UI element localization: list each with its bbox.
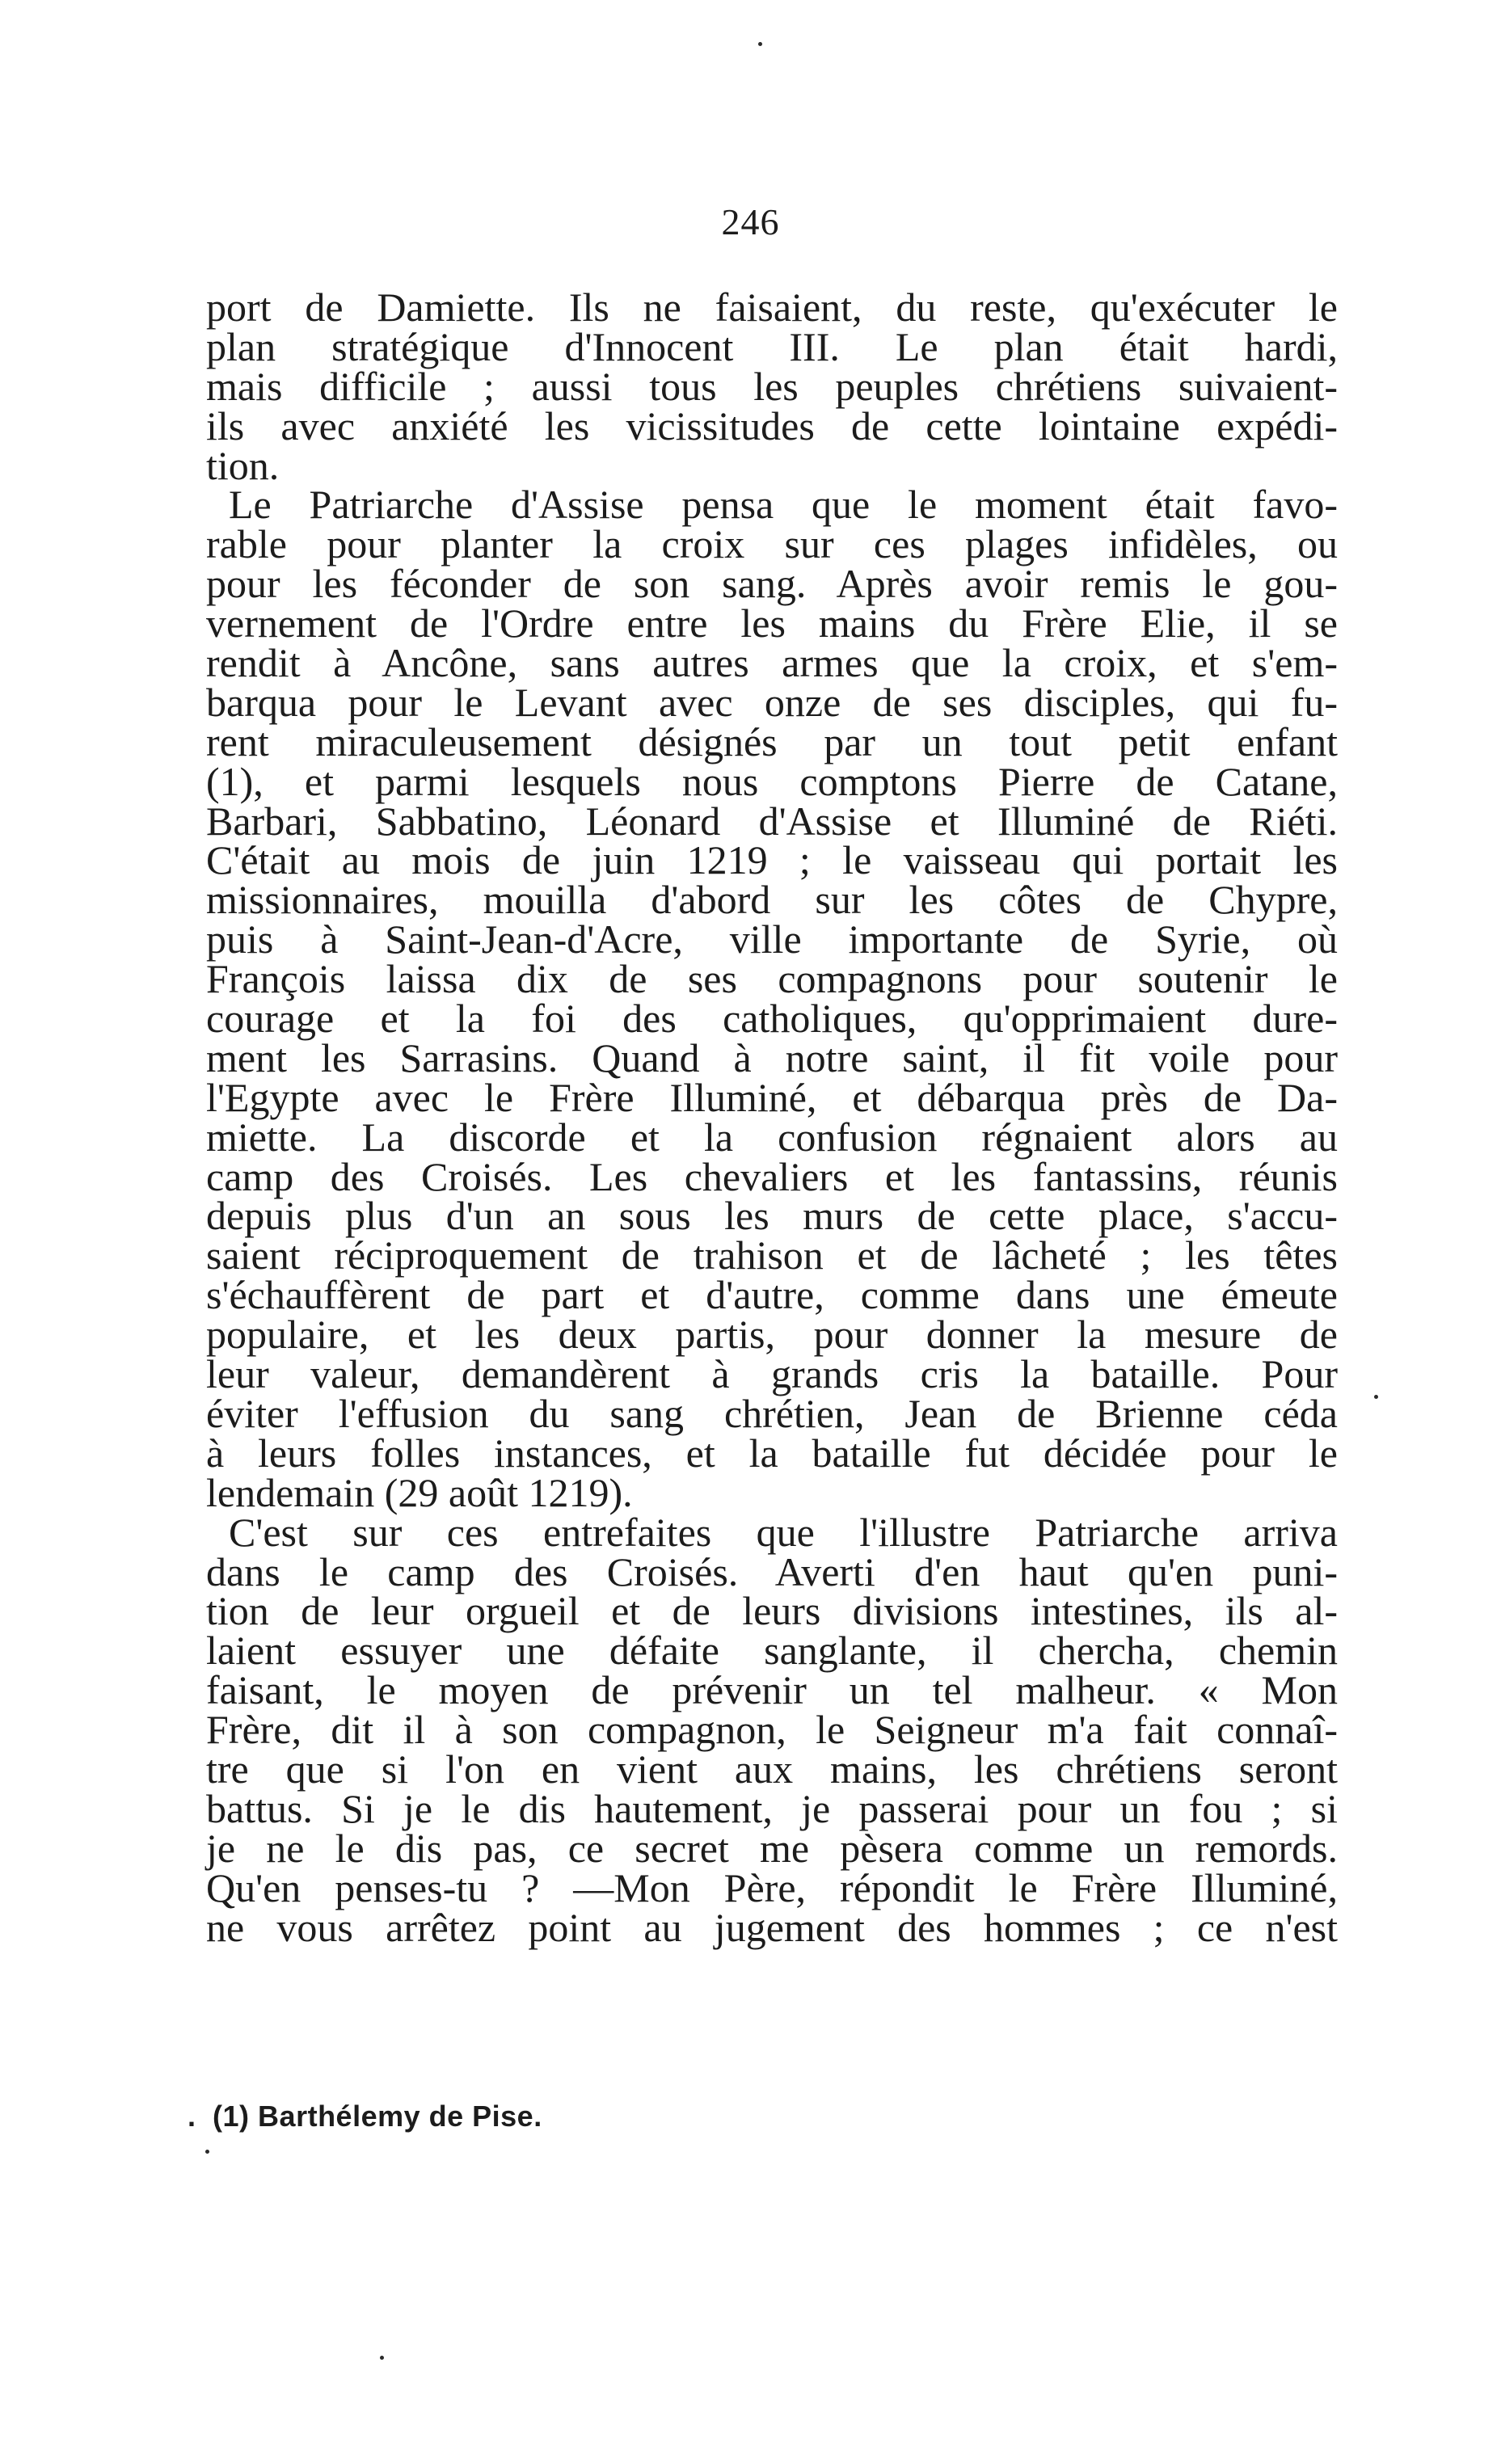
- text-line: leur valeur, demandèrent à grands cris la bataille. Pour: [206, 1351, 1338, 1397]
- text-line: tre que si l'on en vient aux mains, les chrétiens seront: [206, 1746, 1338, 1792]
- text-line: rendit à Ancône, sans autres armes que la croix, et s'em-: [206, 640, 1338, 686]
- footnote-marker: (1): [213, 2100, 250, 2133]
- text-line: depuis plus d'un an sous les murs de cette place, s'accu-: [206, 1193, 1338, 1239]
- text-line: éviter l'effusion du sang chrétien, Jean de Brienne céda: [206, 1390, 1338, 1436]
- text-line: dans le camp des Croisés. Averti d'en haut qu'en puni-: [206, 1548, 1338, 1594]
- text-line: tion.: [206, 442, 280, 488]
- text-line: ne vous arrêtez point au jugement des hommes ; ce n'est: [206, 1904, 1338, 1950]
- text-line: je ne le dis pas, ce secret me pèsera comme un remords.: [206, 1825, 1338, 1871]
- text-line: Qu'en penses-tu ? —Mon Père, répondit le Frère Illuminé,: [206, 1864, 1338, 1910]
- footnote-text: Barthélemy de Pise.: [258, 2100, 542, 2133]
- text-line: Frère, dit il à son compagnon, le Seigneur m'a fait connaî-: [206, 1707, 1338, 1753]
- ink-speck: [205, 2150, 209, 2154]
- text-line: camp des Croisés. Les chevaliers et les fantassins, réunis: [206, 1153, 1338, 1199]
- footnote: [188, 2100, 542, 2133]
- text-line: missionnaires, mouilla d'abord sur les côtes de Chypre,: [206, 877, 1338, 923]
- text-line: mais difficile ; aussi tous les peuples chrétiens suivaient-: [206, 363, 1338, 409]
- text-line: battus. Si je le dis hautement, je passerai pour un fou ; si: [206, 1785, 1338, 1831]
- text-line: ment les Sarrasins. Quand à notre saint, il fit voile pour: [206, 1034, 1338, 1080]
- text-line: à leurs folles instances, et la bataille fut décidée pour le: [206, 1430, 1338, 1476]
- text-line: barqua pour le Levant avec onze de ses disciples, qui fu-: [206, 679, 1338, 725]
- text-line: C'était au mois de juin 1219 ; le vaisseau qui portait les: [206, 837, 1338, 883]
- text-line: Barbari, Sabbatino, Léonard d'Assise et Illuminé de Riéti.: [206, 798, 1338, 844]
- text-line: rable pour planter la croix sur ces plages infidèles, ou: [206, 521, 1338, 567]
- text-line: puis à Saint-Jean-d'Acre, ville importante de Syrie, où: [206, 916, 1338, 962]
- ink-speck: [380, 2356, 384, 2360]
- text-line: faisant, le moyen de prévenir un tel malheur. « Mon: [206, 1667, 1338, 1713]
- text-line: miette. La discorde et la confusion régnaient alors au: [206, 1114, 1338, 1160]
- text-line: populaire, et les deux partis, pour donner la mesure de: [206, 1312, 1338, 1358]
- text-line: l'Egypte avec le Frère Illuminé, et débarqua près de Da-: [206, 1074, 1338, 1120]
- text-line: pour les féconder de son sang. Après avoir remis le gou-: [206, 561, 1338, 607]
- text-line: port de Damiette. Ils ne faisaient, du reste, qu'exécuter le: [206, 284, 1338, 330]
- ink-speck: [758, 42, 762, 46]
- text-line: tion de leur orgueil et de leurs divisions intestines, ils al-: [206, 1588, 1338, 1634]
- text-line: courage et la foi des catholiques, qu'opprimaient dure-: [206, 996, 1338, 1042]
- text-line: ils avec anxiété les vicissitudes de cette lointaine expédi-: [206, 402, 1338, 449]
- text-line: vernement de l'Ordre entre les mains du Frère Elie, il se: [206, 600, 1338, 647]
- footnote-dot: .: [188, 2100, 196, 2133]
- text-line: saient réciproquement de trahison et de lâcheté ; les têtes: [206, 1232, 1338, 1278]
- text-line: lendemain (29 août 1219).: [206, 1469, 633, 1515]
- ink-speck: [1374, 1395, 1378, 1399]
- text-line: François laissa dix de ses compagnons pour soutenir le: [206, 956, 1338, 1002]
- page-number: 246: [721, 201, 780, 242]
- paragraph-start-line: C'est sur ces entrefaites que l'illustre Patriarche arriva: [229, 1509, 1338, 1555]
- text-line: (1), et parmi lesquels nous comptons Pierre de Catane,: [206, 758, 1338, 804]
- text-line: rent miraculeusement désignés par un tout petit enfant: [206, 718, 1338, 764]
- paragraph-start-line: Le Patriarche d'Assise pensa que le moment était favo-: [229, 482, 1338, 528]
- body-text: [206, 284, 1338, 1950]
- text-line: plan stratégique d'Innocent III. Le plan était hardi,: [206, 323, 1338, 369]
- text-line: s'échauffèrent de part et d'autre, comme dans une émeute: [206, 1272, 1338, 1318]
- text-line: laient essuyer une défaite sanglante, il chercha, chemin: [206, 1628, 1338, 1674]
